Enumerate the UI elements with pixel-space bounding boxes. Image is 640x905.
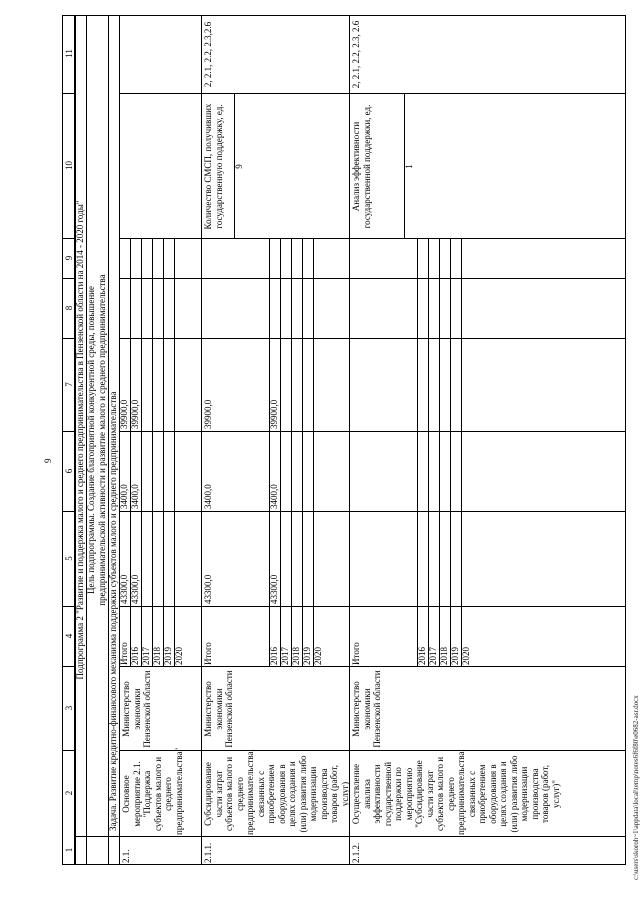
row-2-1-name: Основное мероприятие 2.1. "Поддержка субъектов малого и среднего предпринимательства"	[121, 747, 184, 835]
col-number-3: 3	[64, 705, 74, 711]
col-number-6: 6	[64, 468, 74, 474]
col-number-9: 9	[64, 255, 74, 261]
row-2-1-1-links: 2, 2.1, 2.2, 2.3,2.6	[203, 21, 213, 88]
row-2-1-1-year-total: Итого	[203, 642, 213, 665]
row-2-1-number: 2.1.	[121, 849, 131, 863]
col-number-2: 2	[64, 790, 74, 796]
row-2-1-1-executor: Министерство экономики Пензенской области	[203, 670, 234, 748]
program-table	[62, 15, 626, 865]
row-2-1-1-year-2017: 2017	[280, 647, 290, 665]
row-2-1-1-year-2019: 2019	[302, 647, 312, 665]
row-2-1-2-year-2016: 2016	[417, 647, 427, 665]
row-2-1-regional-sum: 39900,0	[119, 399, 129, 429]
goal-line-1: Цель подпрограммы. Создание благоприятной конкурентной среды, повышение	[86, 286, 96, 594]
row-2-1-2-indicator-value: 1	[404, 164, 414, 169]
row-2-1-2-year-2020: 2020	[461, 647, 471, 665]
subprogram-title: Подпрограмма 2 "Развитие и поддержка малого и среднего предпринимательства в Пензенской области на 2014 - 2020 годы"	[75, 200, 85, 680]
row-2-1-2-year-2018: 2018	[439, 647, 449, 665]
task-line: Задача. Развитие кредитно-финансового механизма поддержки субъектов малого и среднего предпринимательства	[108, 391, 118, 831]
row-2-1-year-2019: 2019	[163, 647, 173, 665]
row-2-1-1-name: Субсидирование части затрат субъектов малого и среднего предпринимательства, связанных с приобретением оборудования в целях создания и (или) развития либо модернизации производства товаров (работ, услуг)	[203, 749, 350, 835]
row-2-1-2-year-total: Итого	[351, 642, 361, 665]
col-number-4: 4	[64, 633, 74, 639]
row-2-1-1-year-2016: 2016	[269, 647, 279, 665]
col-number-7: 7	[64, 382, 74, 387]
row-2-1-1-indicator: Количество СМСП, получивших государственную поддержку, ед.	[203, 103, 224, 230]
row-2-1-2-indicator: Анализ эффективности государственной поддержки, ед.	[351, 104, 372, 229]
page-number: 9	[43, 458, 53, 463]
col-number-10: 10	[64, 161, 74, 170]
row-2-1-regional-2016: 39900,0	[130, 399, 140, 429]
row-2-1-year-2020: 2020	[174, 647, 184, 665]
row-2-1-1-total-sum: 43300,0	[203, 574, 213, 604]
row-2-1-2-year-2019: 2019	[450, 647, 460, 665]
row-2-1-1-federal-sum: 3400,0	[203, 484, 213, 509]
row-2-1-2-year-2017: 2017	[428, 647, 438, 665]
row-2-1-federal-sum: 3400,0	[119, 484, 129, 509]
row-2-1-year-2017: 2017	[141, 647, 151, 665]
row-2-1-1-regional-sum: 39900,0	[203, 399, 213, 429]
col-number-5: 5	[64, 556, 74, 561]
row-2-1-federal-2016: 3400,0	[130, 484, 140, 509]
col-number-1: 1	[64, 847, 74, 853]
column-number-row	[62, 15, 75, 865]
row-2-1-total-2016: 43300,0	[130, 574, 140, 604]
row-2-1-1-year-2020: 2020	[313, 647, 323, 665]
col-number-11: 11	[64, 49, 74, 58]
row-2-1-1-number: 2.1.1.	[203, 842, 213, 863]
row-2-1-1-regional-2016: 39900,0	[269, 399, 279, 429]
row-2-1-1-indicator-value: 9	[234, 164, 244, 169]
row-2-1-1-year-2018: 2018	[291, 647, 301, 665]
file-path: c:\users\skoroh~1\appdata\local\temp\notes6f6f80\e0682-asr.docx	[632, 695, 640, 880]
row-2-1-2-links: 2, 2.1, 2.2, 2.3, 2.6	[351, 20, 361, 89]
goal-line-2: предпринимательской активности и развитие малого и среднего предпринимательства	[97, 274, 107, 606]
row-2-1-year-total: Итого	[119, 642, 129, 665]
row-2-1-2-name: Осуществление анализа эффективности государственной поддержки по мероприятию "Субсидирование части затрат субъектов малого и среднего предпринимательства, связанных с приобретением оборудования в целях создания и (или) развития либо модернизации производства товаров (работ, услуг)"	[351, 749, 561, 835]
row-2-1-1-federal-2016: 3400,0	[269, 484, 279, 509]
col-number-8: 8	[64, 305, 74, 311]
row-2-1-total-sum: 43300,0	[119, 574, 129, 604]
row-2-1-executor: Министерство экономики Пензенской области	[121, 670, 152, 748]
row-2-1-year-2018: 2018	[152, 647, 162, 665]
row-2-1-2-number: 2.1.2.	[351, 842, 361, 863]
row-2-1-1-total-2016: 43300,0	[269, 574, 279, 604]
row-2-1-year-2016: 2016	[130, 647, 140, 665]
row-2-1-2-executor: Министерство экономики Пензенской области	[351, 670, 382, 748]
